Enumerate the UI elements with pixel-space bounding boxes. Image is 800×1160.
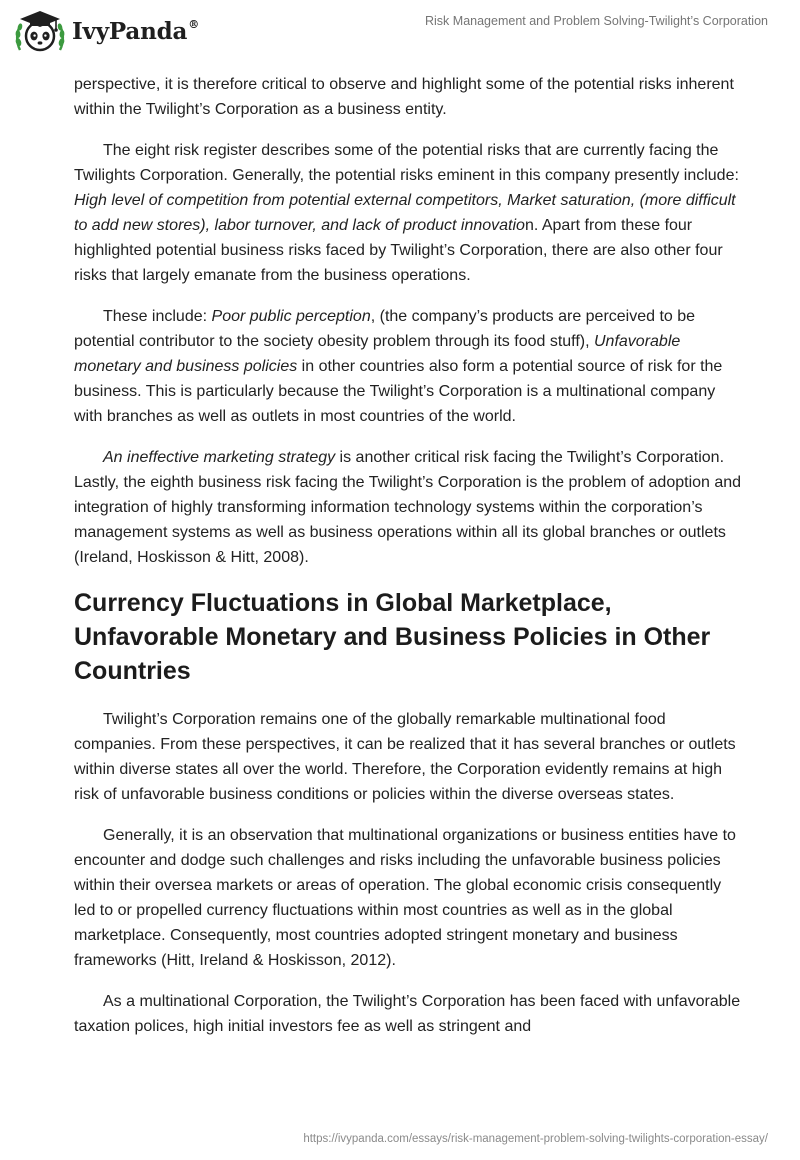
paragraph: These include: Poor public perception, (the company’s products are perceived to be potential contributor to the society obesity problem through its food stuff), Unfavorable monetary and business policies in other countries also form a potential source of risk for the business. This is particularly because the Twilight’s Corporation is a multinational company with branches as well as outlets in most countries of the world. — [74, 308, 723, 425]
paragraph: perspective, it is therefore critical to observe and highlight some of the potential risks inherent within the Twilight’s Corporation as a business entity. — [74, 76, 734, 118]
page-header — [0, 0, 800, 64]
paragraph: An ineffective marketing strategy is another critical risk facing the Twilight’s Corporation. Lastly, the eighth business risk facing the Twilight’s Corporation is the problem of adoption and integration of highly transforming information technology systems within the corporation’s management systems as well as business operations within all its global branches or outlets (Ireland, Hoskisson & Hitt, 2008). — [74, 449, 742, 566]
logo-wordmark: IvyPanda® — [72, 17, 199, 45]
essay-content — [74, 72, 742, 1055]
panda-graduation-cap-icon — [14, 8, 66, 54]
source-url[interactable]: https://ivypanda.com/essays/risk-management-problem-solving-twilights-corporation-essay/ — [303, 1133, 768, 1145]
section-heading: Currency Fluctuations in Global Marketplace, Unfavorable Monetary and Business Policies in Other Countries — [74, 589, 711, 685]
paragraph: Generally, it is an observation that multinational organizations or business entities have to encounter and dodge such challenges and risks including the unfavorable business policies within their oversea markets or areas of operation. The global economic crisis consequently led to or propelled currency fluctuations within most countries as well as in the global marketplace. Consequently, most countries adopted stringent monetary and business frameworks (Hitt, Ireland & Hoskisson, 2012). — [74, 827, 736, 969]
paragraph: The eight risk register describes some of the potential risks that are currently facing the Twilights Corporation. Generally, the potential risks eminent in this company presently include: High level of competition from potential external competitors, Market saturation, (more difficult to add new stores), labor turnover, and lack of product innovation. Apart from these four highlighted potential business risks faced by Twilight’s Corporation, there are also other four risks that largely emanate from the business operations. — [74, 142, 739, 284]
paragraph: As a multinational Corporation, the Twilight’s Corporation has been faced with unfavorable taxation polices, high initial investors fee as well as stringent and — [74, 993, 741, 1035]
ivypanda-logo[interactable] — [14, 8, 199, 54]
document-title: Risk Management and Problem Solving-Twilight’s Corporation — [425, 14, 768, 28]
paragraph: Twilight’s Corporation remains one of the globally remarkable multinational food companies. From these perspectives, it can be realized that it has several branches or outlets within diverse states all over the world. Therefore, the Corporation evidently remains at high risk of unfavorable business conditions or policies within the diverse overseas states. — [74, 711, 736, 803]
